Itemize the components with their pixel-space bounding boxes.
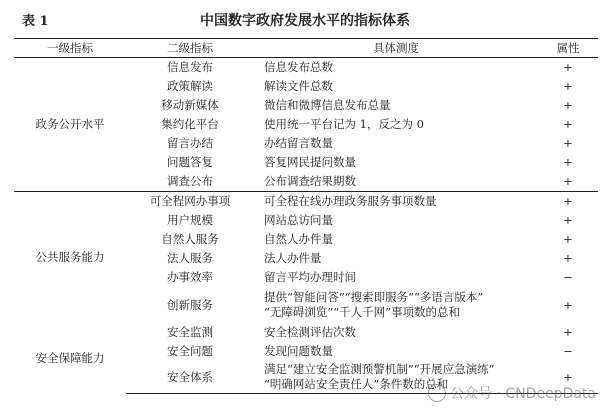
table-caption bbox=[0, 10, 610, 30]
level1-cell: 政务公开水平 bbox=[35, 117, 105, 131]
table-row bbox=[14, 58, 598, 78]
measure-cell: 使用统一平台记为 1，反之为 0 bbox=[264, 117, 424, 131]
measure-cell: 安全检测评估次数 bbox=[264, 325, 356, 339]
attribute-cell: − bbox=[563, 270, 573, 284]
watermark-text: 公众号 · CNDeepData bbox=[450, 386, 596, 402]
attribute-cell: + bbox=[563, 79, 573, 93]
level2-cell: 安全体系 bbox=[126, 361, 254, 394]
attribute-cell: + bbox=[563, 325, 573, 339]
measure-cell: 公布调查结果期数 bbox=[264, 174, 356, 188]
level2-cell: 移动新媒体 bbox=[161, 98, 219, 112]
measure-line: 满足“建立安全监测预警机制”“开展应急演练” bbox=[264, 362, 495, 376]
attribute-cell: + bbox=[563, 297, 573, 312]
measure-cell: 可全程在线办理政务服务事项数量 bbox=[254, 192, 538, 212]
indicator-table bbox=[14, 38, 598, 394]
level2-cell: 创新服务 bbox=[167, 297, 213, 312]
attribute-cell: + bbox=[563, 232, 573, 246]
measure-cell: 法人办件量 bbox=[264, 251, 322, 265]
measure-line: “无障碍浏览”“千人千网”事项数的总和 bbox=[264, 305, 461, 319]
attribute-cell: + bbox=[563, 98, 573, 112]
level2-cell: 留言办结 bbox=[167, 136, 213, 150]
attribute-cell: + bbox=[563, 136, 573, 150]
header-level1: 一级指标 bbox=[14, 39, 126, 58]
measure-cell: 办结留言数量 bbox=[264, 136, 333, 150]
measure-cell: 发现问题数量 bbox=[264, 344, 333, 358]
attribute-cell: − bbox=[563, 344, 573, 358]
attribute-cell: + bbox=[563, 213, 573, 227]
wechat-icon bbox=[428, 384, 446, 402]
measure-cell: 信息发布总数 bbox=[264, 60, 333, 74]
table-row bbox=[14, 323, 598, 342]
level2-cell: 政策解读 bbox=[167, 79, 213, 93]
level2-cell: 办事效率 bbox=[167, 270, 213, 284]
measure-cell: 网站总访问量 bbox=[264, 213, 333, 227]
header-attribute: 属性 bbox=[538, 39, 598, 58]
level2-cell: 可全程网办事项 bbox=[126, 192, 254, 212]
attribute-cell: + bbox=[563, 251, 573, 265]
attribute-cell: + bbox=[563, 155, 573, 169]
header-row bbox=[14, 39, 598, 58]
level2-cell: 自然人服务 bbox=[161, 232, 219, 246]
level2-cell: 法人服务 bbox=[167, 251, 213, 265]
header-level2: 二级指标 bbox=[126, 39, 254, 58]
attribute-cell: + bbox=[563, 60, 573, 74]
level2-cell: 集约化平台 bbox=[161, 117, 219, 131]
level2-cell: 信息发布 bbox=[167, 60, 213, 74]
level2-cell: 用户规模 bbox=[167, 213, 213, 227]
watermark bbox=[428, 383, 596, 403]
level1-cell: 公共服务能力 bbox=[14, 192, 126, 324]
attribute-cell: + bbox=[563, 117, 573, 131]
level2-cell: 安全问题 bbox=[167, 344, 213, 358]
measure-cell: 自然人办件量 bbox=[264, 232, 333, 246]
measure-line: 提供“智能问答”“搜索即服务”“多语言版本” bbox=[264, 290, 484, 304]
measure-cell: 答复网民提问数量 bbox=[264, 155, 356, 169]
measure-line: “明确网站安全责任人”条件数的总和 bbox=[264, 377, 449, 391]
measure-cell: 解读文件总数 bbox=[264, 79, 333, 93]
table-number: 表 1 bbox=[22, 14, 49, 29]
level2-cell: 调查公布 bbox=[167, 174, 213, 188]
level1-cell: 安全保障能力 bbox=[35, 350, 105, 365]
table-row bbox=[14, 192, 598, 212]
header-measure: 具体测度 bbox=[254, 39, 538, 58]
attribute-cell: + bbox=[538, 192, 598, 212]
measure-cell: 留言平均办理时间 bbox=[264, 270, 356, 284]
level2-cell: 安全监测 bbox=[167, 325, 213, 339]
table-title: 中国数字政府发展水平的指标体系 bbox=[200, 13, 410, 29]
measure-cell bbox=[254, 287, 538, 323]
measure-cell: 微信和微博信息发布总量 bbox=[264, 98, 391, 112]
attribute-cell: + bbox=[563, 174, 573, 188]
attribute-cell: + bbox=[538, 361, 598, 394]
level2-cell: 问题答复 bbox=[167, 155, 213, 169]
